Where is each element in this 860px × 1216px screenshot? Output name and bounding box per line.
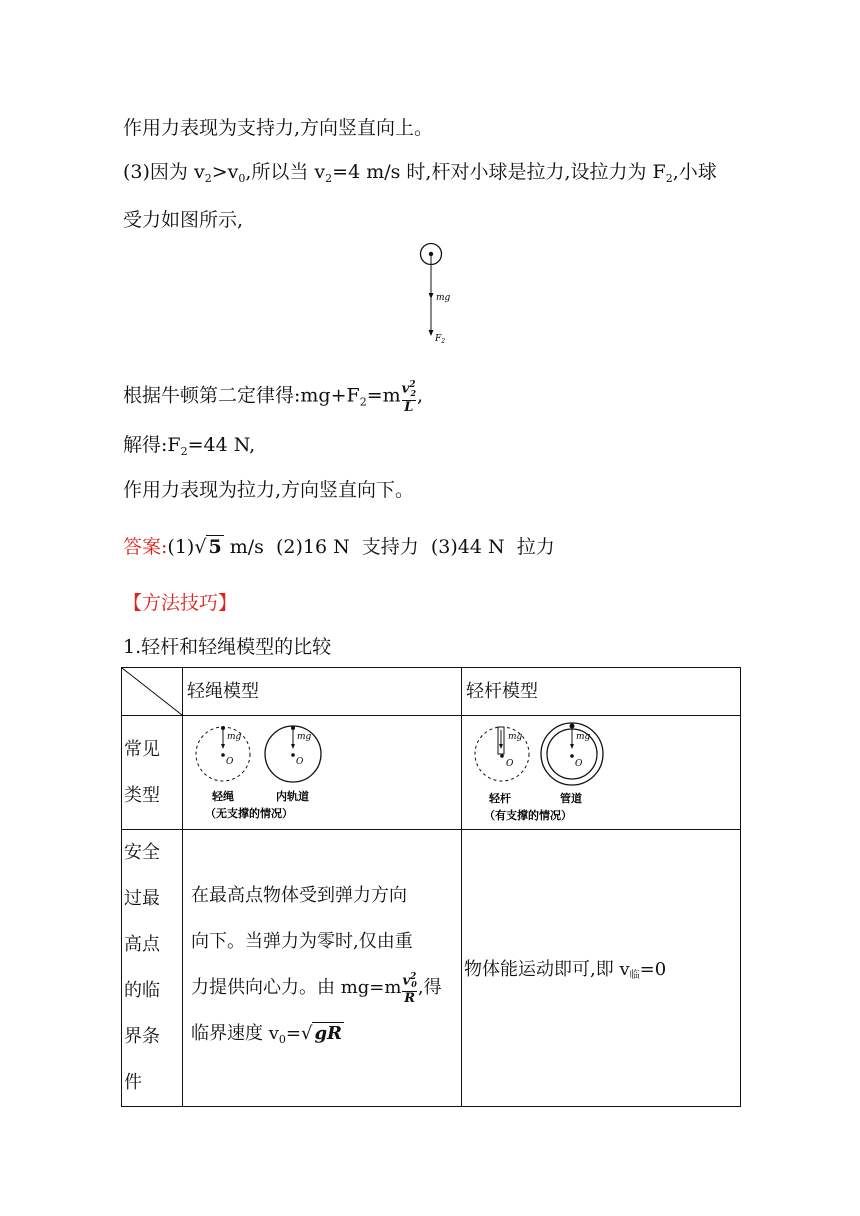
pipe-label: 管道: [560, 791, 582, 805]
section-title: 1.轻杆和轻绳模型的比较: [123, 636, 332, 658]
text-line-5: 解得$:F_2=44$ N,: [123, 434, 256, 458]
f2-arrow: [429, 330, 434, 336]
rope-condition-cell: 在最高点物体受到弹力方向 向下。当弹力为零时,仅由重 力提供向心力。由 mg=m $\frac{v^2_0}{R}$ ,得 临界速度 $v_0=√$ gR: [183, 830, 462, 1107]
rod-caption: （有支撑的情况）: [484, 808, 572, 822]
rod-type-figure: [462, 718, 740, 828]
fraction-v2-l: $\frac{v^2_2}{L}$: [401, 380, 417, 415]
rod-type-figure-cell: [462, 716, 741, 830]
comparison-table: [121, 667, 741, 1107]
header-rod-model: 轻杆模型: [462, 668, 741, 716]
force-diagram: [410, 238, 470, 348]
rod-mg-label: mg: [508, 731, 523, 742]
pipe-mg-label: mg: [576, 731, 591, 742]
rope-type-figure: [183, 718, 461, 828]
rod-condition-cell: 物体能运动即可,即 v临=0: [462, 830, 741, 1107]
text-line-6: 作用力表现为拉力,方向竖直向下。: [123, 479, 415, 501]
row-label-types: 常见 类型: [122, 716, 183, 830]
sqrt-gr: √ gR: [300, 1023, 343, 1044]
diagonal-line: [122, 668, 182, 715]
answer-line: 答案:(1)√ 5 m/s (2)16 N 支持力 (3)44 N 拉力: [123, 536, 555, 558]
mg-label: mg: [436, 293, 451, 303]
rope-caption: （无支撑的情况）: [205, 806, 293, 820]
rope-mg-label: mg: [227, 731, 242, 742]
diagonal-header-cell: [122, 668, 183, 716]
text-line-4: 根据牛顿第二定律得$:mg+F_2=m$ $\frac{v^2_2}{L}$ ,: [123, 380, 424, 415]
rope-type-figure-cell: [183, 716, 462, 830]
f2-label: $F_2$: [435, 334, 446, 345]
rope-o-label: O: [226, 756, 234, 767]
header-rope-model: 轻绳模型: [183, 668, 462, 716]
rod-o-label: O: [506, 758, 514, 769]
table-header-row: [122, 668, 741, 716]
track-mg-label: mg: [297, 731, 312, 742]
inner-track-label: 内轨道: [276, 789, 309, 803]
rope-label: 轻绳: [212, 789, 234, 803]
row-label-condition: 安全 过最 高点 的临 界条 件: [122, 830, 183, 1107]
text-line-1: 作用力表现为支持力,方向竖直向上。: [123, 117, 434, 139]
answer-label: 答案:: [123, 536, 168, 558]
track-o-label: O: [296, 756, 304, 767]
text-line-2: (3)因为 $v_2>v_0$,所以当 $v_2=4$ m/s 时,杆对小球是拉力,设拉力为 $F_2$,小球: [123, 161, 717, 185]
rod-label: 轻杆: [489, 791, 511, 805]
table-row-types: [122, 716, 741, 830]
text-line-3: 受力如图所示,: [123, 209, 244, 231]
mg-arrow: [429, 293, 434, 299]
fraction-v0-r: $\frac{v^2_0}{R}$: [402, 971, 417, 1007]
table-row-condition: [122, 830, 741, 1107]
sqrt-5: √ 5: [194, 536, 222, 558]
pipe-o-label: O: [575, 758, 583, 769]
method-title: 【方法技巧】: [123, 592, 238, 614]
